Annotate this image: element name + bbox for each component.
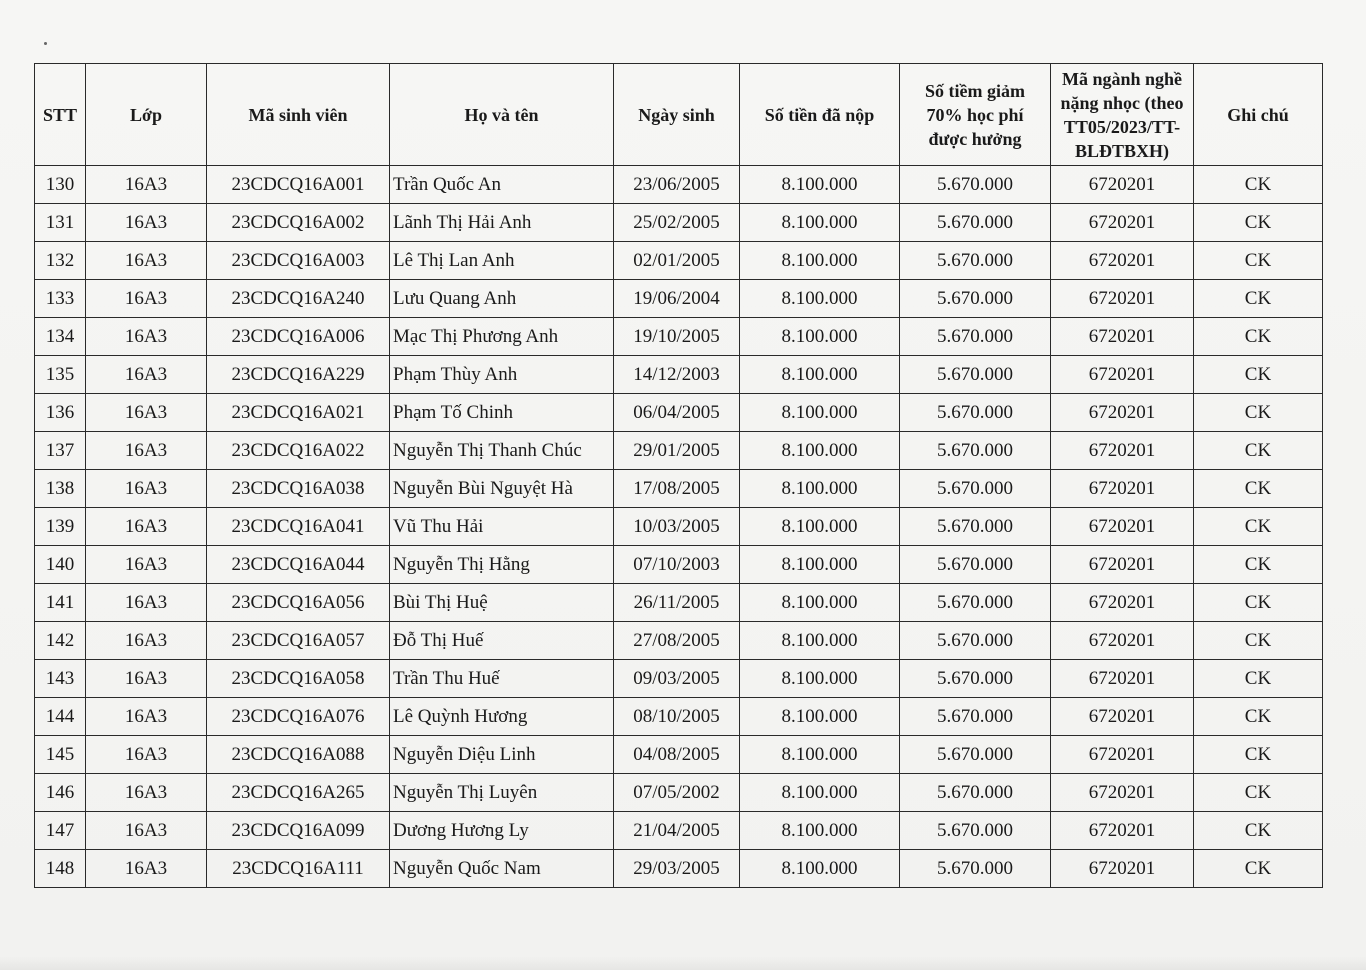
cell-ho-va-ten: Trần Quốc An bbox=[390, 166, 614, 204]
cell-ma-sinh-vien: 23CDCQ16A240 bbox=[207, 280, 390, 318]
table-row bbox=[35, 242, 1323, 280]
cell-ma-sinh-vien: 23CDCQ16A003 bbox=[207, 242, 390, 280]
cell-stt: 145 bbox=[35, 736, 86, 774]
cell-ma-sinh-vien: 23CDCQ16A006 bbox=[207, 318, 390, 356]
scan-speck bbox=[44, 42, 47, 45]
cell-lop: 16A3 bbox=[86, 394, 207, 432]
cell-ma-sinh-vien: 23CDCQ16A041 bbox=[207, 508, 390, 546]
cell-lop: 16A3 bbox=[86, 660, 207, 698]
cell-ma-nganh-nghe: 6720201 bbox=[1051, 166, 1194, 204]
table-row bbox=[35, 622, 1323, 660]
cell-ghi-chu: CK bbox=[1194, 850, 1323, 888]
cell-so-tien-da-nop: 8.100.000 bbox=[740, 546, 900, 584]
cell-ghi-chu: CK bbox=[1194, 318, 1323, 356]
cell-so-tien-giam: 5.670.000 bbox=[900, 242, 1051, 280]
cell-ghi-chu: CK bbox=[1194, 774, 1323, 812]
header-ngay-sinh: Ngày sinh bbox=[614, 64, 740, 166]
cell-stt: 141 bbox=[35, 584, 86, 622]
cell-ghi-chu: CK bbox=[1194, 356, 1323, 394]
cell-stt: 139 bbox=[35, 508, 86, 546]
cell-ma-nganh-nghe: 6720201 bbox=[1051, 698, 1194, 736]
cell-ma-sinh-vien: 23CDCQ16A099 bbox=[207, 812, 390, 850]
cell-ngay-sinh: 10/03/2005 bbox=[614, 508, 740, 546]
cell-ma-sinh-vien: 23CDCQ16A021 bbox=[207, 394, 390, 432]
table-row bbox=[35, 470, 1323, 508]
cell-ho-va-ten: Nguyễn Quốc Nam bbox=[390, 850, 614, 888]
cell-ngay-sinh: 07/05/2002 bbox=[614, 774, 740, 812]
table-row bbox=[35, 812, 1323, 850]
cell-ma-nganh-nghe: 6720201 bbox=[1051, 508, 1194, 546]
cell-so-tien-giam: 5.670.000 bbox=[900, 470, 1051, 508]
cell-ho-va-ten: Nguyễn Diệu Linh bbox=[390, 736, 614, 774]
cell-stt: 138 bbox=[35, 470, 86, 508]
cell-ma-nganh-nghe: 6720201 bbox=[1051, 470, 1194, 508]
cell-so-tien-giam: 5.670.000 bbox=[900, 356, 1051, 394]
cell-stt: 142 bbox=[35, 622, 86, 660]
cell-so-tien-da-nop: 8.100.000 bbox=[740, 584, 900, 622]
cell-so-tien-da-nop: 8.100.000 bbox=[740, 242, 900, 280]
cell-ghi-chu: CK bbox=[1194, 242, 1323, 280]
cell-lop: 16A3 bbox=[86, 698, 207, 736]
cell-ho-va-ten: Lê Quỳnh Hương bbox=[390, 698, 614, 736]
cell-stt: 146 bbox=[35, 774, 86, 812]
cell-ma-sinh-vien: 23CDCQ16A022 bbox=[207, 432, 390, 470]
table-row bbox=[35, 166, 1323, 204]
table-row bbox=[35, 546, 1323, 584]
cell-ghi-chu: CK bbox=[1194, 622, 1323, 660]
cell-so-tien-da-nop: 8.100.000 bbox=[740, 356, 900, 394]
cell-so-tien-giam: 5.670.000 bbox=[900, 546, 1051, 584]
cell-ngay-sinh: 02/01/2005 bbox=[614, 242, 740, 280]
cell-ngay-sinh: 19/06/2004 bbox=[614, 280, 740, 318]
cell-so-tien-giam: 5.670.000 bbox=[900, 622, 1051, 660]
cell-so-tien-da-nop: 8.100.000 bbox=[740, 622, 900, 660]
cell-ma-sinh-vien: 23CDCQ16A088 bbox=[207, 736, 390, 774]
cell-so-tien-giam: 5.670.000 bbox=[900, 508, 1051, 546]
cell-ngay-sinh: 09/03/2005 bbox=[614, 660, 740, 698]
cell-lop: 16A3 bbox=[86, 736, 207, 774]
cell-ghi-chu: CK bbox=[1194, 394, 1323, 432]
header-row bbox=[35, 64, 1323, 166]
cell-so-tien-giam: 5.670.000 bbox=[900, 660, 1051, 698]
cell-stt: 143 bbox=[35, 660, 86, 698]
cell-so-tien-giam: 5.670.000 bbox=[900, 850, 1051, 888]
header-so-tien-da-nop: Số tiền đã nộp bbox=[740, 64, 900, 166]
cell-lop: 16A3 bbox=[86, 432, 207, 470]
cell-lop: 16A3 bbox=[86, 622, 207, 660]
cell-ma-sinh-vien: 23CDCQ16A044 bbox=[207, 546, 390, 584]
cell-ma-nganh-nghe: 6720201 bbox=[1051, 660, 1194, 698]
cell-ngay-sinh: 23/06/2005 bbox=[614, 166, 740, 204]
header-ho-va-ten: Họ và tên bbox=[390, 64, 614, 166]
cell-stt: 148 bbox=[35, 850, 86, 888]
cell-so-tien-giam: 5.670.000 bbox=[900, 736, 1051, 774]
cell-ho-va-ten: Nguyễn Thị Hằng bbox=[390, 546, 614, 584]
cell-ma-nganh-nghe: 6720201 bbox=[1051, 204, 1194, 242]
cell-ma-nganh-nghe: 6720201 bbox=[1051, 622, 1194, 660]
cell-ngay-sinh: 04/08/2005 bbox=[614, 736, 740, 774]
cell-ma-sinh-vien: 23CDCQ16A001 bbox=[207, 166, 390, 204]
cell-ma-sinh-vien: 23CDCQ16A265 bbox=[207, 774, 390, 812]
cell-stt: 140 bbox=[35, 546, 86, 584]
cell-ma-sinh-vien: 23CDCQ16A002 bbox=[207, 204, 390, 242]
student-fee-table bbox=[34, 63, 1323, 888]
cell-lop: 16A3 bbox=[86, 470, 207, 508]
cell-lop: 16A3 bbox=[86, 508, 207, 546]
cell-ghi-chu: CK bbox=[1194, 508, 1323, 546]
cell-ghi-chu: CK bbox=[1194, 812, 1323, 850]
cell-ma-nganh-nghe: 6720201 bbox=[1051, 850, 1194, 888]
cell-ho-va-ten: Mạc Thị Phương Anh bbox=[390, 318, 614, 356]
cell-stt: 147 bbox=[35, 812, 86, 850]
cell-stt: 130 bbox=[35, 166, 86, 204]
cell-so-tien-giam: 5.670.000 bbox=[900, 204, 1051, 242]
cell-ngay-sinh: 17/08/2005 bbox=[614, 470, 740, 508]
cell-ghi-chu: CK bbox=[1194, 280, 1323, 318]
cell-so-tien-da-nop: 8.100.000 bbox=[740, 166, 900, 204]
cell-ma-sinh-vien: 23CDCQ16A057 bbox=[207, 622, 390, 660]
table-row bbox=[35, 204, 1323, 242]
header-ma-nganh-nghe: Mã ngành nghề nặng nhọc (theo TT05/2023/TT-BLĐTBXH) bbox=[1051, 64, 1194, 166]
table-row bbox=[35, 850, 1323, 888]
cell-ngay-sinh: 06/04/2005 bbox=[614, 394, 740, 432]
cell-ngay-sinh: 29/01/2005 bbox=[614, 432, 740, 470]
cell-lop: 16A3 bbox=[86, 850, 207, 888]
cell-so-tien-da-nop: 8.100.000 bbox=[740, 736, 900, 774]
cell-ghi-chu: CK bbox=[1194, 546, 1323, 584]
cell-ho-va-ten: Dương Hương Ly bbox=[390, 812, 614, 850]
table-row bbox=[35, 736, 1323, 774]
cell-stt: 133 bbox=[35, 280, 86, 318]
header-so-tien-giam: Số tiềm giảm 70% học phí được hưởng bbox=[900, 64, 1051, 166]
cell-lop: 16A3 bbox=[86, 774, 207, 812]
cell-ma-nganh-nghe: 6720201 bbox=[1051, 736, 1194, 774]
cell-lop: 16A3 bbox=[86, 584, 207, 622]
cell-so-tien-giam: 5.670.000 bbox=[900, 584, 1051, 622]
cell-ngay-sinh: 14/12/2003 bbox=[614, 356, 740, 394]
cell-stt: 134 bbox=[35, 318, 86, 356]
cell-ma-nganh-nghe: 6720201 bbox=[1051, 584, 1194, 622]
table-row bbox=[35, 394, 1323, 432]
cell-ghi-chu: CK bbox=[1194, 584, 1323, 622]
table-row bbox=[35, 318, 1323, 356]
cell-ngay-sinh: 26/11/2005 bbox=[614, 584, 740, 622]
cell-ho-va-ten: Nguyễn Thị Thanh Chúc bbox=[390, 432, 614, 470]
cell-ma-sinh-vien: 23CDCQ16A229 bbox=[207, 356, 390, 394]
table-row bbox=[35, 356, 1323, 394]
cell-ho-va-ten: Lưu Quang Anh bbox=[390, 280, 614, 318]
cell-ma-sinh-vien: 23CDCQ16A038 bbox=[207, 470, 390, 508]
cell-ma-nganh-nghe: 6720201 bbox=[1051, 394, 1194, 432]
cell-ngay-sinh: 27/08/2005 bbox=[614, 622, 740, 660]
table-row bbox=[35, 774, 1323, 812]
cell-stt: 137 bbox=[35, 432, 86, 470]
cell-ho-va-ten: Trần Thu Huế bbox=[390, 660, 614, 698]
cell-lop: 16A3 bbox=[86, 280, 207, 318]
table-row bbox=[35, 584, 1323, 622]
cell-ho-va-ten: Lê Thị Lan Anh bbox=[390, 242, 614, 280]
cell-ghi-chu: CK bbox=[1194, 470, 1323, 508]
cell-ngay-sinh: 07/10/2003 bbox=[614, 546, 740, 584]
cell-so-tien-da-nop: 8.100.000 bbox=[740, 432, 900, 470]
cell-stt: 135 bbox=[35, 356, 86, 394]
cell-ngay-sinh: 25/02/2005 bbox=[614, 204, 740, 242]
cell-ghi-chu: CK bbox=[1194, 698, 1323, 736]
cell-ma-nganh-nghe: 6720201 bbox=[1051, 774, 1194, 812]
cell-ghi-chu: CK bbox=[1194, 660, 1323, 698]
cell-ma-nganh-nghe: 6720201 bbox=[1051, 318, 1194, 356]
cell-ma-sinh-vien: 23CDCQ16A111 bbox=[207, 850, 390, 888]
cell-so-tien-giam: 5.670.000 bbox=[900, 280, 1051, 318]
cell-ma-nganh-nghe: 6720201 bbox=[1051, 356, 1194, 394]
cell-lop: 16A3 bbox=[86, 318, 207, 356]
cell-so-tien-giam: 5.670.000 bbox=[900, 812, 1051, 850]
cell-lop: 16A3 bbox=[86, 356, 207, 394]
cell-so-tien-giam: 5.670.000 bbox=[900, 394, 1051, 432]
cell-lop: 16A3 bbox=[86, 166, 207, 204]
cell-ghi-chu: CK bbox=[1194, 166, 1323, 204]
cell-ho-va-ten: Vũ Thu Hải bbox=[390, 508, 614, 546]
scan-edge-shadow bbox=[0, 956, 1366, 970]
cell-so-tien-da-nop: 8.100.000 bbox=[740, 470, 900, 508]
cell-ngay-sinh: 19/10/2005 bbox=[614, 318, 740, 356]
cell-ho-va-ten: Lãnh Thị Hải Anh bbox=[390, 204, 614, 242]
cell-so-tien-da-nop: 8.100.000 bbox=[740, 850, 900, 888]
cell-ma-nganh-nghe: 6720201 bbox=[1051, 242, 1194, 280]
cell-so-tien-da-nop: 8.100.000 bbox=[740, 394, 900, 432]
table-row bbox=[35, 660, 1323, 698]
cell-so-tien-da-nop: 8.100.000 bbox=[740, 698, 900, 736]
cell-ho-va-ten: Nguyễn Thị Luyên bbox=[390, 774, 614, 812]
cell-so-tien-giam: 5.670.000 bbox=[900, 698, 1051, 736]
cell-stt: 131 bbox=[35, 204, 86, 242]
table-row bbox=[35, 432, 1323, 470]
cell-ghi-chu: CK bbox=[1194, 432, 1323, 470]
header-ghi-chu: Ghi chú bbox=[1194, 64, 1323, 166]
cell-so-tien-giam: 5.670.000 bbox=[900, 774, 1051, 812]
header-stt: STT bbox=[35, 64, 86, 166]
table-body bbox=[35, 166, 1323, 888]
cell-ho-va-ten: Phạm Tố Chinh bbox=[390, 394, 614, 432]
cell-stt: 144 bbox=[35, 698, 86, 736]
cell-lop: 16A3 bbox=[86, 204, 207, 242]
cell-so-tien-da-nop: 8.100.000 bbox=[740, 660, 900, 698]
table-row bbox=[35, 698, 1323, 736]
cell-so-tien-da-nop: 8.100.000 bbox=[740, 204, 900, 242]
cell-so-tien-da-nop: 8.100.000 bbox=[740, 812, 900, 850]
cell-so-tien-da-nop: 8.100.000 bbox=[740, 774, 900, 812]
cell-so-tien-da-nop: 8.100.000 bbox=[740, 508, 900, 546]
cell-ghi-chu: CK bbox=[1194, 204, 1323, 242]
cell-ho-va-ten: Phạm Thùy Anh bbox=[390, 356, 614, 394]
cell-ma-sinh-vien: 23CDCQ16A056 bbox=[207, 584, 390, 622]
table-row bbox=[35, 508, 1323, 546]
cell-so-tien-da-nop: 8.100.000 bbox=[740, 318, 900, 356]
cell-ma-nganh-nghe: 6720201 bbox=[1051, 546, 1194, 584]
cell-ngay-sinh: 29/03/2005 bbox=[614, 850, 740, 888]
table-header bbox=[35, 64, 1323, 166]
cell-ma-nganh-nghe: 6720201 bbox=[1051, 280, 1194, 318]
cell-lop: 16A3 bbox=[86, 242, 207, 280]
cell-ho-va-ten: Đỗ Thị Huế bbox=[390, 622, 614, 660]
header-ma-sinh-vien: Mã sinh viên bbox=[207, 64, 390, 166]
cell-ma-nganh-nghe: 6720201 bbox=[1051, 432, 1194, 470]
cell-so-tien-giam: 5.670.000 bbox=[900, 166, 1051, 204]
cell-lop: 16A3 bbox=[86, 812, 207, 850]
cell-ho-va-ten: Bùi Thị Huệ bbox=[390, 584, 614, 622]
cell-ghi-chu: CK bbox=[1194, 736, 1323, 774]
cell-ngay-sinh: 21/04/2005 bbox=[614, 812, 740, 850]
cell-stt: 136 bbox=[35, 394, 86, 432]
cell-so-tien-da-nop: 8.100.000 bbox=[740, 280, 900, 318]
cell-so-tien-giam: 5.670.000 bbox=[900, 432, 1051, 470]
cell-so-tien-giam: 5.670.000 bbox=[900, 318, 1051, 356]
cell-ma-sinh-vien: 23CDCQ16A058 bbox=[207, 660, 390, 698]
cell-stt: 132 bbox=[35, 242, 86, 280]
header-lop: Lớp bbox=[86, 64, 207, 166]
cell-lop: 16A3 bbox=[86, 546, 207, 584]
cell-ngay-sinh: 08/10/2005 bbox=[614, 698, 740, 736]
table-row bbox=[35, 280, 1323, 318]
cell-ma-sinh-vien: 23CDCQ16A076 bbox=[207, 698, 390, 736]
cell-ho-va-ten: Nguyễn Bùi Nguyệt Hà bbox=[390, 470, 614, 508]
cell-ma-nganh-nghe: 6720201 bbox=[1051, 812, 1194, 850]
